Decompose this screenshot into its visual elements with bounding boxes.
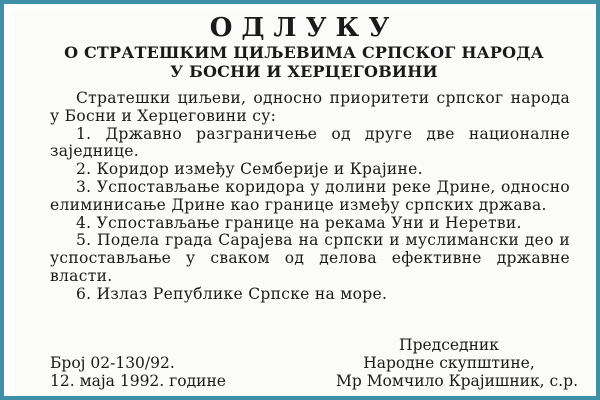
goal-item-2: 2. Коридор између Семберије и Крајине. (76, 160, 423, 179)
signatory-role-line-1: Председник (399, 336, 499, 354)
document-body (50, 90, 570, 304)
document-subtitle-line-2: У БОСНИ И ХЕРЦЕГОВИНИ (170, 62, 438, 81)
goal-item-6: 6. Излаз Републике Српске на море. (76, 284, 388, 303)
document-title: ОДЛУКУ (209, 13, 399, 43)
signature-block (314, 336, 584, 390)
document-date: 12. маја 1992. године (50, 372, 226, 390)
goal-item-4: 4. Успостављање границе на рекама Уни и Неретви. (76, 213, 522, 232)
intro-paragraph: Стратешки циљеви, односно приоритети српског народа у Босни и Херцеговини су: (50, 89, 570, 125)
goal-item-1: 1. Државно разграничење од друге две националне заједнице. (50, 124, 570, 161)
signatory-name: Мр Момчило Крајишник, с.р. (335, 372, 578, 390)
document-reference (50, 354, 226, 390)
goal-item-3: 3. Успостављање коридора у долини реке Дрине, односно елиминисање Дрине као границе између српских држава. (50, 177, 570, 214)
document-number: Број 02-130/92. (50, 354, 175, 372)
goal-item-5: 5. Подела града Сарајева на српски и муслимански део и успостављање у сваком од делова ефективне државне власти. (50, 231, 570, 285)
signatory-role-line-2: Народне скупштине, (363, 354, 535, 372)
document-subtitle-line-1: О СТРАТЕШКИМ ЦИЉЕВИМА СРПСКОГ НАРОДА (64, 43, 544, 62)
document-page (14, 10, 594, 396)
